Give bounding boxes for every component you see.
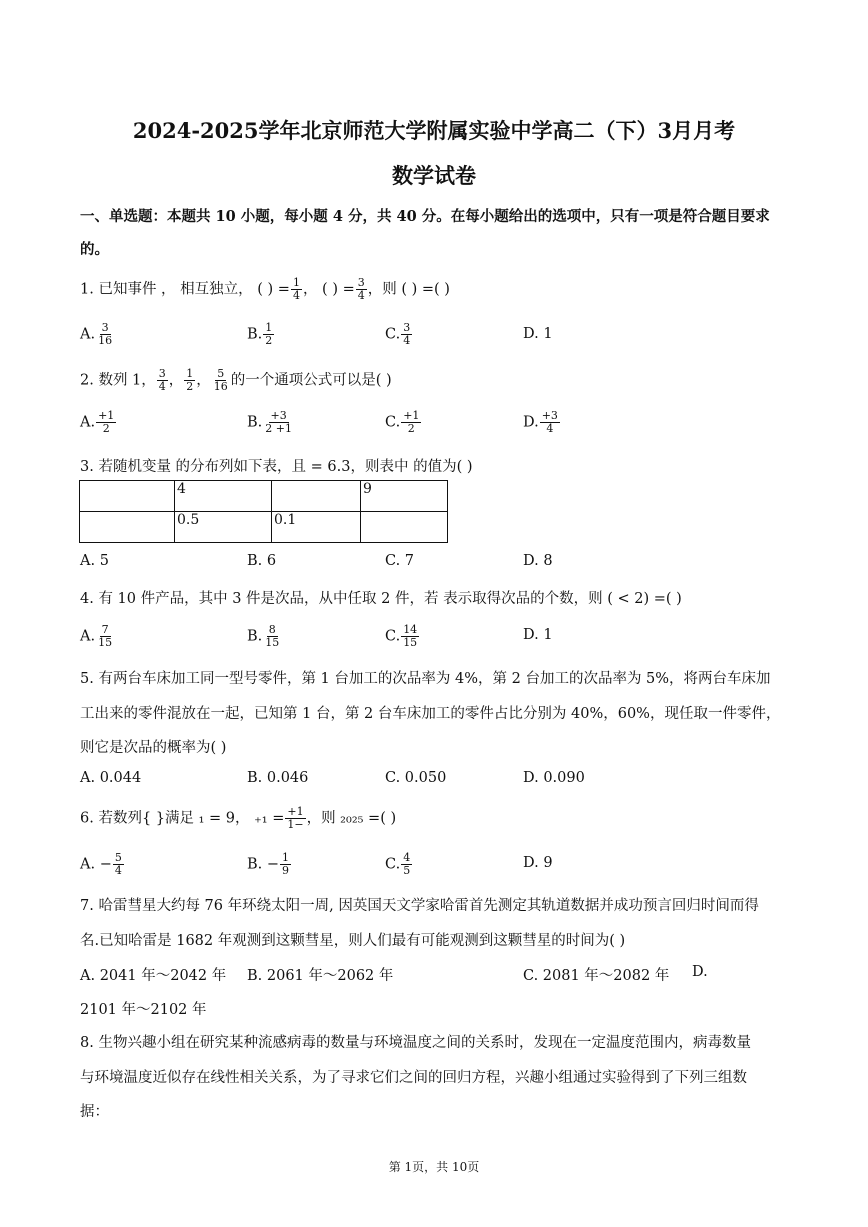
q5-option-c: C. 0.050 <box>385 770 447 786</box>
table-cell: 0.5 <box>175 512 272 543</box>
q1-option-c: C. $\frac{3}{4}$ <box>385 321 411 347</box>
distribution-table <box>79 480 448 543</box>
table-cell: 4 <box>175 481 272 512</box>
q6-option-c: C. $\frac{4}{5}$ <box>385 851 411 877</box>
table-cell: 0.1 <box>272 512 361 543</box>
section-header-line2: 的。 <box>80 241 109 258</box>
q6-option-d: D. 9 <box>523 855 553 871</box>
q7-option-d: D. <box>692 964 708 980</box>
exam-title: 2024-2025学年北京师范大学附属实验中学高二（下）3月月考 <box>132 118 736 143</box>
question-4: 4. 有 10 件产品，其中 3 件是次品，从中任取 2 件，若 表示取得次品的个数，则 ( < 2) =( ) <box>80 591 682 607</box>
table-cell <box>361 512 448 543</box>
q5-option-d: D. 0.090 <box>523 770 585 786</box>
q7-option-b: B. 2061 年～2062 年 <box>247 968 394 984</box>
q1-option-b: B. $\frac{1}{2}$ <box>247 321 273 347</box>
q6-option-b: B. − $\frac{1}{9}$ <box>247 851 290 877</box>
q4-option-d: D. 1 <box>523 627 553 643</box>
q7-option-a: A. 2041 年～2042 年 <box>80 968 227 984</box>
table-cell <box>272 481 361 512</box>
q7-option-c: C. 2081 年～2082 年 <box>523 968 670 984</box>
q1-option-d: D. 1 <box>523 326 553 342</box>
exam-subtitle: 数学试卷 <box>392 163 476 188</box>
q4-option-c: C. $\frac{14}{15}$ <box>385 623 418 649</box>
q3-option-c: C. 7 <box>385 553 415 569</box>
q2-option-a: A. $\frac{+1}{2}$ <box>80 409 115 435</box>
q3-option-d: D. 8 <box>523 553 553 569</box>
q3-option-a: A. 5 <box>80 553 109 569</box>
table-row <box>80 512 448 543</box>
q3-option-b: B. 6 <box>247 553 277 569</box>
question-6: 6. 若数列{ }满足 ₁ = 9， ₊₁ = $\frac{+1}{1-}$ ，则 ₂₀₂₅ =( ) <box>80 805 397 831</box>
table-row <box>80 481 448 512</box>
fraction: $\frac{1}{4}$ <box>292 276 300 302</box>
q6-option-a: A. − $\frac{5}{4}$ <box>80 851 122 877</box>
question-3: 3. 若随机变量 的分布列如下表，且 = 6.3，则表中 的值为( ) <box>80 459 473 475</box>
question-2: 2. 数列 1， $\frac{3}{4}$ ， $\frac{1}{2}$ ， $\frac{5}{16}$ 的一个通项公式可以是( ) <box>80 367 392 393</box>
question-5-line2: 工出来的零件混放在一起，已知第 1 台，第 2 台车床加工的零件占比分别为 40%，60%，现任取一件零件， <box>80 706 781 722</box>
q5-option-b: B. 0.046 <box>247 770 309 786</box>
page-footer: 第 1页，共 10页 <box>388 1160 480 1174</box>
question-8-line2: 与环境温度近似存在线性相关关系，为了寻求它们之间的回归方程，兴趣小组通过实验得到了下列三组数 <box>80 1070 747 1086</box>
fraction: $\frac{3}{4}$ <box>357 276 365 302</box>
q1-option-a: A. $\frac{3}{16}$ <box>80 321 113 347</box>
question-8-line1: 8. 生物兴趣小组在研究某种流感病毒的数量与环境温度之间的关系时，发现在一定温度范围内，病毒数量 <box>80 1035 751 1051</box>
question-5-line3: 则它是次品的概率为( ) <box>80 740 227 756</box>
section-header-line1: 一、单选题：本题共 10 小题，每小题 4 分，共 40 分。在每小题给出的选项中，只有一项是符合题目要求 <box>80 208 770 225</box>
q5-option-a: A. 0.044 <box>80 770 142 786</box>
question-7-line2: 名.已知哈雷是 1682 年观测到这颗彗星，则人们最有可能观测到这颗彗星的时间为( ) <box>80 933 626 949</box>
q4-option-b: B. $\frac{8}{15}$ <box>247 623 280 649</box>
table-cell <box>80 481 175 512</box>
question-8-line3: 据： <box>80 1104 109 1120</box>
table-cell: 9 <box>361 481 448 512</box>
q4-option-a: A. $\frac{7}{15}$ <box>80 623 113 649</box>
q7-option-d-wrap: 2101 年～2102 年 <box>80 1002 207 1018</box>
question-1: 1. 已知事件 ， 相互独立， ( ) = $\frac{1}{4}$ ， ( ) = $\frac{3}{4}$ ，则 ( ) =( ) <box>80 276 450 302</box>
question-7-line1: 7. 哈雷彗星大约每 76 年环绕太阳一周, 因英国天文学家哈雷首先测定其轨道数据并成功预言回归时间而得 <box>80 898 759 914</box>
q2-option-d: D. $\frac{+3}{4}$ <box>523 409 558 435</box>
table-cell <box>80 512 175 543</box>
q2-option-b: B. $\frac{+3}{2 +1}$ <box>247 409 292 435</box>
question-5-line1: 5. 有两台车床加工同一型号零件，第 1 台加工的次品率为 4%，第 2 台加工的次品率为 5%，将两台车床加 <box>80 671 771 687</box>
q2-option-c: C. $\frac{+1}{2}$ <box>385 409 420 435</box>
